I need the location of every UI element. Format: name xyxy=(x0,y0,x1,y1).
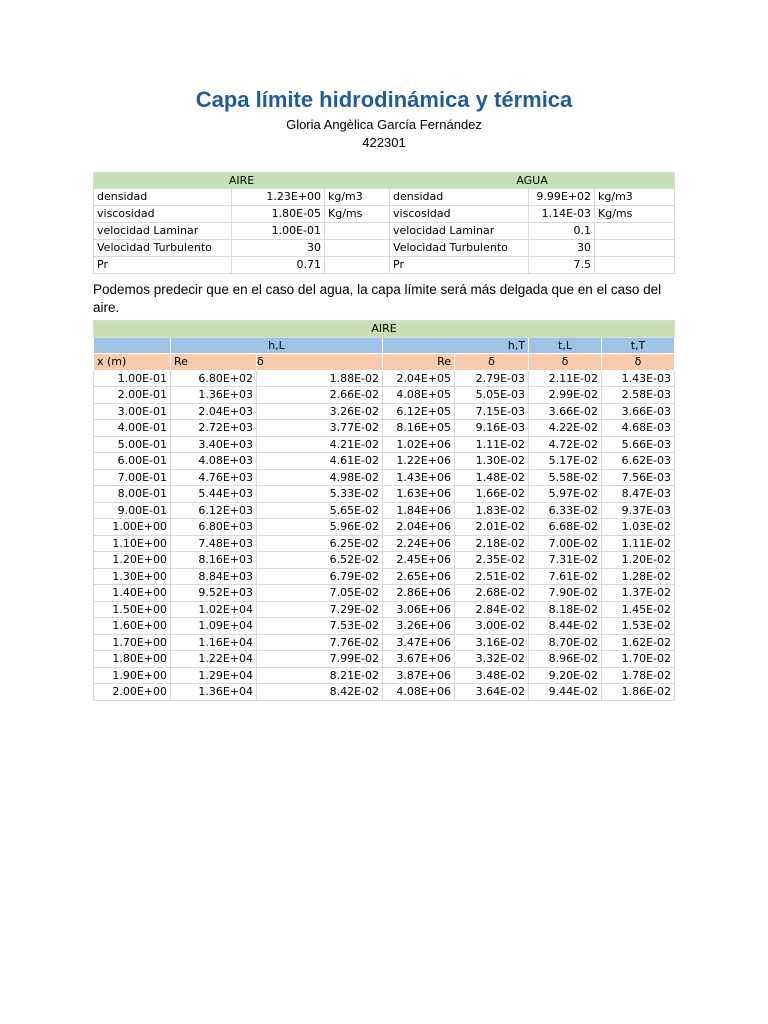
delta-tL-cell: 5.97E-02 xyxy=(529,486,602,503)
table-row xyxy=(94,618,675,635)
delta-hL-cell: 7.05E-02 xyxy=(257,585,383,602)
water-unit xyxy=(595,223,675,240)
delta-hL-cell: 7.53E-02 xyxy=(257,618,383,635)
delta-tL-cell: 9.44E-02 xyxy=(529,684,602,701)
delta-tT-cell: 1.28E-02 xyxy=(602,568,675,585)
air-value: 0.71 xyxy=(232,257,325,274)
re-turbulent-cell: 3.87E+06 xyxy=(383,667,455,684)
re-laminar-cell: 9.52E+03 xyxy=(171,585,257,602)
delta-hL-cell: 8.21E-02 xyxy=(257,667,383,684)
water-label: Velocidad Turbulento xyxy=(390,240,529,257)
table-row xyxy=(94,651,675,668)
air-label: Velocidad Turbulento xyxy=(94,240,232,257)
delta-hT-cell: 1.11E-02 xyxy=(455,436,529,453)
water-value: 1.14E-03 xyxy=(529,206,595,223)
water-value: 30 xyxy=(529,240,595,257)
results-title: AIRE xyxy=(94,321,675,338)
air-unit xyxy=(325,240,390,257)
delta-hL-cell: 4.21E-02 xyxy=(257,436,383,453)
delta-hL-cell: 7.99E-02 xyxy=(257,651,383,668)
table-row xyxy=(94,469,675,486)
delta-hT-cell: 2.68E-02 xyxy=(455,585,529,602)
col-header-delta-tL: δ xyxy=(529,354,602,371)
re-turbulent-cell: 3.47E+06 xyxy=(383,634,455,651)
delta-tL-cell: 2.11E-02 xyxy=(529,370,602,387)
re-turbulent-cell: 4.08E+06 xyxy=(383,684,455,701)
delta-tL-cell: 7.31E-02 xyxy=(529,552,602,569)
table-row xyxy=(94,634,675,651)
re-laminar-cell: 7.48E+03 xyxy=(171,535,257,552)
table-row xyxy=(94,667,675,684)
delta-tT-cell: 8.47E-03 xyxy=(602,486,675,503)
delta-hT-cell: 3.16E-02 xyxy=(455,634,529,651)
x-cell: 1.00E-01 xyxy=(94,370,171,387)
water-label: velocidad Laminar xyxy=(390,223,529,240)
delta-tL-cell: 2.99E-02 xyxy=(529,387,602,404)
delta-tL-cell: 5.58E-02 xyxy=(529,469,602,486)
delta-tT-cell: 4.68E-03 xyxy=(602,420,675,437)
re-laminar-cell: 8.84E+03 xyxy=(171,568,257,585)
delta-tT-cell: 1.37E-02 xyxy=(602,585,675,602)
air-unit: kg/m3 xyxy=(325,189,390,206)
delta-hT-cell: 1.83E-02 xyxy=(455,502,529,519)
table-row xyxy=(94,403,675,420)
x-cell: 9.00E-01 xyxy=(94,502,171,519)
air-label: Pr xyxy=(94,257,232,274)
air-label: densidad xyxy=(94,189,232,206)
table-row xyxy=(94,552,675,569)
x-cell: 1.70E+00 xyxy=(94,634,171,651)
col-header-x: x (m) xyxy=(94,354,171,371)
delta-tL-cell: 7.90E-02 xyxy=(529,585,602,602)
delta-hT-cell: 2.51E-02 xyxy=(455,568,529,585)
delta-tL-cell: 6.68E-02 xyxy=(529,519,602,536)
table-row xyxy=(94,370,675,387)
properties-row xyxy=(94,257,675,274)
delta-tT-cell: 6.62E-03 xyxy=(602,453,675,470)
re-turbulent-cell: 1.02E+06 xyxy=(383,436,455,453)
x-cell: 4.00E-01 xyxy=(94,420,171,437)
delta-hL-cell: 4.98E-02 xyxy=(257,469,383,486)
re-laminar-cell: 2.72E+03 xyxy=(171,420,257,437)
re-turbulent-cell: 1.43E+06 xyxy=(383,469,455,486)
air-unit: Kg/ms xyxy=(325,206,390,223)
re-laminar-cell: 1.36E+04 xyxy=(171,684,257,701)
water-unit xyxy=(595,257,675,274)
air-value: 30 xyxy=(232,240,325,257)
delta-hL-cell: 6.25E-02 xyxy=(257,535,383,552)
re-laminar-cell: 2.04E+03 xyxy=(171,403,257,420)
col-header-re-turbulent: Re xyxy=(383,354,455,371)
water-header: AGUA xyxy=(390,173,675,189)
table-row xyxy=(94,684,675,701)
delta-tL-cell: 8.96E-02 xyxy=(529,651,602,668)
air-label: viscosidad xyxy=(94,206,232,223)
delta-tL-cell: 6.33E-02 xyxy=(529,502,602,519)
delta-hL-cell: 5.96E-02 xyxy=(257,519,383,536)
delta-tL-cell: 4.72E-02 xyxy=(529,436,602,453)
table-row xyxy=(94,387,675,404)
delta-tL-cell: 3.66E-02 xyxy=(529,403,602,420)
col-header-delta-hT: δ xyxy=(455,354,529,371)
delta-hL-cell: 3.26E-02 xyxy=(257,403,383,420)
air-unit xyxy=(325,223,390,240)
results-body xyxy=(94,370,675,700)
author-name: Gloria Angèlica García Fernández xyxy=(286,117,482,132)
delta-hT-cell: 1.48E-02 xyxy=(455,469,529,486)
re-turbulent-cell: 2.45E+06 xyxy=(383,552,455,569)
re-turbulent-cell: 6.12E+05 xyxy=(383,403,455,420)
delta-tL-cell: 7.00E-02 xyxy=(529,535,602,552)
delta-tT-cell: 1.78E-02 xyxy=(602,667,675,684)
x-cell: 1.10E+00 xyxy=(94,535,171,552)
table-row xyxy=(94,502,675,519)
group-header-row xyxy=(94,337,675,354)
table-row xyxy=(94,486,675,503)
properties-row xyxy=(94,189,675,206)
group-header-tT: t,T xyxy=(602,337,675,354)
delta-hL-cell: 1.88E-02 xyxy=(257,370,383,387)
x-cell: 6.00E-01 xyxy=(94,453,171,470)
properties-row xyxy=(94,240,675,257)
delta-tT-cell: 9.37E-03 xyxy=(602,502,675,519)
air-unit xyxy=(325,257,390,274)
delta-tT-cell: 1.43E-03 xyxy=(602,370,675,387)
delta-tT-cell: 1.53E-02 xyxy=(602,618,675,635)
re-laminar-cell: 3.40E+03 xyxy=(171,436,257,453)
re-laminar-cell: 1.16E+04 xyxy=(171,634,257,651)
water-unit: kg/m3 xyxy=(595,189,675,206)
re-turbulent-cell: 1.84E+06 xyxy=(383,502,455,519)
delta-tT-cell: 5.66E-03 xyxy=(602,436,675,453)
x-cell: 1.40E+00 xyxy=(94,585,171,602)
delta-tT-cell: 1.62E-02 xyxy=(602,634,675,651)
delta-hL-cell: 7.76E-02 xyxy=(257,634,383,651)
col-header-delta-hL: δ xyxy=(257,354,383,371)
re-turbulent-cell: 1.63E+06 xyxy=(383,486,455,503)
re-turbulent-cell: 2.04E+05 xyxy=(383,370,455,387)
table-row xyxy=(94,585,675,602)
x-cell: 5.00E-01 xyxy=(94,436,171,453)
delta-tT-cell: 1.11E-02 xyxy=(602,535,675,552)
properties-table xyxy=(93,172,675,274)
delta-hT-cell: 7.15E-03 xyxy=(455,403,529,420)
delta-tL-cell: 8.44E-02 xyxy=(529,618,602,635)
delta-tT-cell: 3.66E-03 xyxy=(602,403,675,420)
delta-tL-cell: 4.22E-02 xyxy=(529,420,602,437)
delta-tT-cell: 1.45E-02 xyxy=(602,601,675,618)
water-label: Pr xyxy=(390,257,529,274)
group-header-tL: t,L xyxy=(529,337,602,354)
re-laminar-cell: 1.36E+03 xyxy=(171,387,257,404)
water-label: viscosidad xyxy=(390,206,529,223)
col-header-delta-tT: δ xyxy=(602,354,675,371)
x-cell: 1.80E+00 xyxy=(94,651,171,668)
delta-tL-cell: 7.61E-02 xyxy=(529,568,602,585)
re-turbulent-cell: 3.67E+06 xyxy=(383,651,455,668)
air-value: 1.80E-05 xyxy=(232,206,325,223)
properties-row xyxy=(94,206,675,223)
delta-hT-cell: 9.16E-03 xyxy=(455,420,529,437)
re-laminar-cell: 5.44E+03 xyxy=(171,486,257,503)
delta-tL-cell: 5.17E-02 xyxy=(529,453,602,470)
x-cell: 2.00E+00 xyxy=(94,684,171,701)
delta-hT-cell: 2.84E-02 xyxy=(455,601,529,618)
properties-body xyxy=(94,189,675,274)
table-row xyxy=(94,535,675,552)
properties-header-row xyxy=(94,173,675,189)
x-cell: 1.90E+00 xyxy=(94,667,171,684)
x-cell: 7.00E-01 xyxy=(94,469,171,486)
delta-hT-cell: 5.05E-03 xyxy=(455,387,529,404)
table-row xyxy=(94,519,675,536)
re-turbulent-cell: 4.08E+05 xyxy=(383,387,455,404)
air-value: 1.00E-01 xyxy=(232,223,325,240)
re-laminar-cell: 1.02E+04 xyxy=(171,601,257,618)
re-turbulent-cell: 1.22E+06 xyxy=(383,453,455,470)
delta-hL-cell: 6.52E-02 xyxy=(257,552,383,569)
x-cell: 1.30E+00 xyxy=(94,568,171,585)
group-header-hT: h,T xyxy=(383,337,529,354)
x-cell: 1.60E+00 xyxy=(94,618,171,635)
delta-tL-cell: 9.20E-02 xyxy=(529,667,602,684)
air-header: AIRE xyxy=(94,173,390,189)
delta-hL-cell: 8.42E-02 xyxy=(257,684,383,701)
water-value: 7.5 xyxy=(529,257,595,274)
delta-hT-cell: 1.66E-02 xyxy=(455,486,529,503)
delta-tT-cell: 1.70E-02 xyxy=(602,651,675,668)
re-laminar-cell: 6.80E+03 xyxy=(171,519,257,536)
delta-hL-cell: 3.77E-02 xyxy=(257,420,383,437)
student-id: 422301 xyxy=(362,135,406,150)
x-cell: 2.00E-01 xyxy=(94,387,171,404)
air-label: velocidad Laminar xyxy=(94,223,232,240)
delta-hL-cell: 7.29E-02 xyxy=(257,601,383,618)
table-row xyxy=(94,453,675,470)
delta-hT-cell: 2.79E-03 xyxy=(455,370,529,387)
x-cell: 1.00E+00 xyxy=(94,519,171,536)
results-title-row xyxy=(94,321,675,338)
re-turbulent-cell: 2.04E+06 xyxy=(383,519,455,536)
delta-tT-cell: 7.56E-03 xyxy=(602,469,675,486)
water-value: 0.1 xyxy=(529,223,595,240)
re-laminar-cell: 6.12E+03 xyxy=(171,502,257,519)
table-row xyxy=(94,568,675,585)
table-row xyxy=(94,601,675,618)
delta-hT-cell: 3.64E-02 xyxy=(455,684,529,701)
delta-tT-cell: 1.03E-02 xyxy=(602,519,675,536)
delta-tL-cell: 8.18E-02 xyxy=(529,601,602,618)
air-value: 1.23E+00 xyxy=(232,189,325,206)
delta-hT-cell: 2.18E-02 xyxy=(455,535,529,552)
re-turbulent-cell: 2.86E+06 xyxy=(383,585,455,602)
water-value: 9.99E+02 xyxy=(529,189,595,206)
page-title: Capa límite hidrodinámica y térmica xyxy=(195,87,573,112)
x-cell: 8.00E-01 xyxy=(94,486,171,503)
delta-hT-cell: 3.00E-02 xyxy=(455,618,529,635)
re-laminar-cell: 4.08E+03 xyxy=(171,453,257,470)
column-header-row xyxy=(94,354,675,371)
col-header-re-laminar: Re xyxy=(171,354,257,371)
group-header-hL: h,L xyxy=(171,337,383,354)
re-turbulent-cell: 3.26E+06 xyxy=(383,618,455,635)
delta-hT-cell: 3.48E-02 xyxy=(455,667,529,684)
re-laminar-cell: 8.16E+03 xyxy=(171,552,257,569)
prediction-paragraph: Podemos predecir que en el caso del agua, la capa límite será más delgada que en el caso del aire. xyxy=(93,282,662,315)
delta-hL-cell: 6.79E-02 xyxy=(257,568,383,585)
delta-hT-cell: 3.32E-02 xyxy=(455,651,529,668)
re-laminar-cell: 1.09E+04 xyxy=(171,618,257,635)
delta-hL-cell: 4.61E-02 xyxy=(257,453,383,470)
re-turbulent-cell: 2.65E+06 xyxy=(383,568,455,585)
re-laminar-cell: 6.80E+02 xyxy=(171,370,257,387)
delta-tL-cell: 8.70E-02 xyxy=(529,634,602,651)
water-label: densidad xyxy=(390,189,529,206)
delta-hT-cell: 1.30E-02 xyxy=(455,453,529,470)
table-row xyxy=(94,420,675,437)
x-cell: 1.50E+00 xyxy=(94,601,171,618)
delta-tT-cell: 1.20E-02 xyxy=(602,552,675,569)
re-laminar-cell: 4.76E+03 xyxy=(171,469,257,486)
water-unit: Kg/ms xyxy=(595,206,675,223)
delta-hT-cell: 2.35E-02 xyxy=(455,552,529,569)
x-cell: 3.00E-01 xyxy=(94,403,171,420)
re-laminar-cell: 1.29E+04 xyxy=(171,667,257,684)
re-turbulent-cell: 8.16E+05 xyxy=(383,420,455,437)
delta-hL-cell: 5.33E-02 xyxy=(257,486,383,503)
water-unit xyxy=(595,240,675,257)
delta-tT-cell: 2.58E-03 xyxy=(602,387,675,404)
delta-hT-cell: 2.01E-02 xyxy=(455,519,529,536)
delta-tT-cell: 1.86E-02 xyxy=(602,684,675,701)
delta-hL-cell: 2.66E-02 xyxy=(257,387,383,404)
re-turbulent-cell: 3.06E+06 xyxy=(383,601,455,618)
delta-hL-cell: 5.65E-02 xyxy=(257,502,383,519)
x-cell: 1.20E+00 xyxy=(94,552,171,569)
re-turbulent-cell: 2.24E+06 xyxy=(383,535,455,552)
results-table xyxy=(93,320,675,701)
table-row xyxy=(94,436,675,453)
re-laminar-cell: 1.22E+04 xyxy=(171,651,257,668)
properties-row xyxy=(94,223,675,240)
